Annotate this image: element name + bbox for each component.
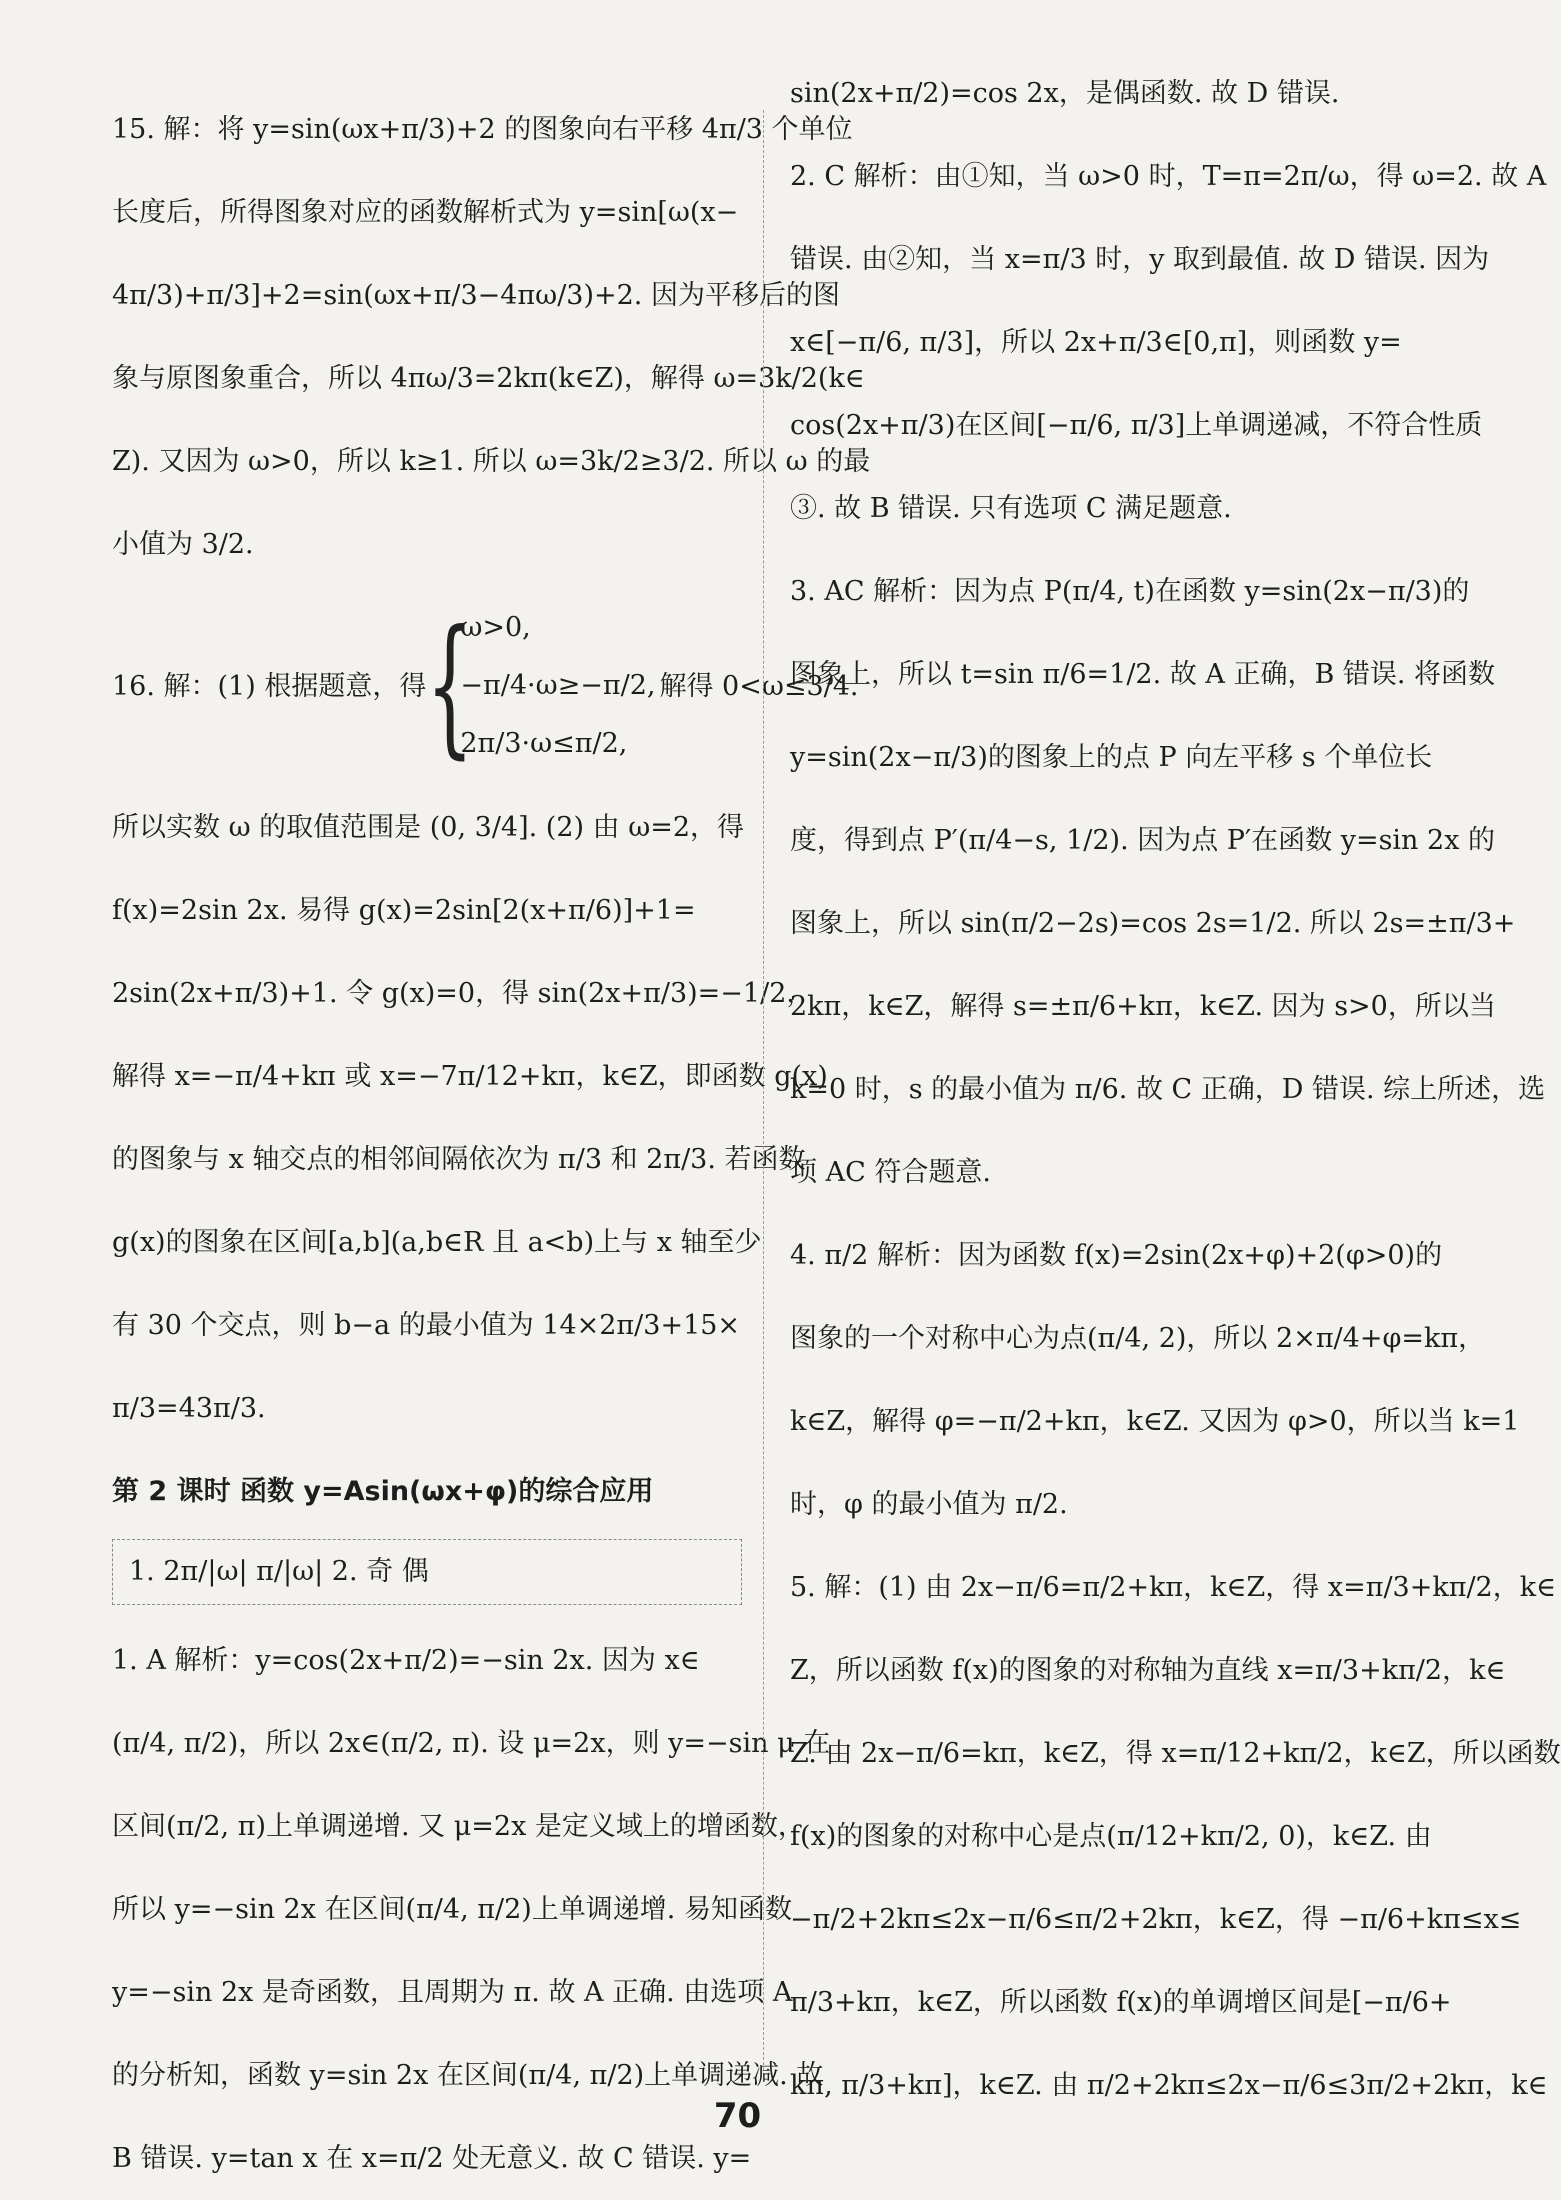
text-line: 错误. 由②知，当 x=π/3 时，y 取到最值. 故 D 错误. 因为 [790,244,1490,275]
equation-system [460,599,655,773]
page-number: 70 [713,2096,762,2136]
text-line: (π/4, π/2)，所以 2x∈(π/2, π). 设 μ=2x，则 y=−sin μ 在 [112,1728,831,1759]
text-line: sin(2x+π/2)=cos 2x，是偶函数. 故 D 错误. [790,78,1340,109]
text-line: 时，φ 的最小值为 π/2. [790,1489,1068,1520]
text-line: 3. AC 解析：因为点 P(π/4, t)在函数 y=sin(2x−π/3)的 [790,576,1470,607]
q16-lead: 16. 解：(1) 根据题意，得 [112,670,427,702]
text-line: g(x)的图象在区间[a,b](a,b∈R 且 a<b)上与 x 轴至少 [112,1227,762,1258]
text-line: 象与原图象重合，所以 4πω/3=2kπ(k∈Z)，解得 ω=3k/2(k∈ [112,363,865,394]
text-line: 4. π/2 解析：因为函数 f(x)=2sin(2x+φ)+2(φ>0)的 [790,1240,1443,1271]
q16-tail: 解得 0<ω≤3/4. [659,670,859,702]
system-line: 2π/3·ω≤π/2, [460,728,628,759]
text-line: f(x)的图象的对称中心是点(π/12+kπ/2, 0)，k∈Z. 由 [790,1821,1432,1852]
text-line: 2. C 解析：由①知，当 ω>0 时，T=π=2π/ω，得 ω=2. 故 A [790,161,1547,192]
text-line: 图象上，所以 t=sin π/6=1/2. 故 A 正确，B 错误. 将函数 [790,659,1496,690]
system-line: ω>0, [460,612,531,643]
text-line: 所以 y=−sin 2x 在区间(π/4, π/2)上单调递增. 易知函数 [112,1894,792,1925]
text-line: 的图象与 x 轴交点的相邻间隔依次为 π/3 和 2π/3. 若函数 [112,1144,806,1175]
lesson-title: 第 2 课时 函数 y=Asin(ωx+φ)的综合应用 [112,1476,654,1507]
text-line: π/3=43π/3. [112,1393,266,1424]
text-line: 4π/3)+π/3]+2=sin(ωx+π/3−4πω/3)+2. 因为平移后的图 [112,280,840,311]
text-line: π/3+kπ，k∈Z，所以函数 f(x)的单调增区间是[−π/6+ [790,1987,1452,2018]
text-line: 图象的一个对称中心为点(π/4, 2)，所以 2×π/4+φ=kπ， [790,1323,1486,1354]
text-line: −π/2+2kπ≤2x−π/6≤π/2+2kπ，k∈Z，得 −π/6+kπ≤x≤ [790,1904,1522,1935]
text-line: y=sin(2x−π/3)的图象上的点 P 向左平移 s 个单位长 [790,742,1433,773]
text-line: x∈[−π/6, π/3]，所以 2x+π/3∈[0,π]，则函数 y= [790,327,1402,358]
text-line: 度，得到点 P′(π/4−s, 1/2). 因为点 P′在函数 y=sin 2x 的 [790,825,1496,856]
text-line: Z，所以函数 f(x)的图象的对称轴为直线 x=π/3+kπ/2，k∈ [790,1655,1506,1686]
text-line: 区间(π/2, π)上单调递增. 又 μ=2x 是定义域上的增函数， [112,1811,805,1842]
text-line: B 错误. y=tan x 在 x=π/2 处无意义. 故 C 错误. y= [112,2143,752,2174]
text-line: y=−sin 2x 是奇函数，且周期为 π. 故 A 正确. 由选项 A [112,1977,793,2008]
text-line: 1. A 解析：y=cos(2x+π/2)=−sin 2x. 因为 x∈ [112,1645,700,1676]
text-line: 所以实数 ω 的取值范围是 (0, 3/4]. (2) 由 ω=2，得 [112,812,745,843]
brace-symbol: { [426,599,475,773]
text-line: 图象上，所以 sin(π/2−2s)=cos 2s=1/2. 所以 2s=±π/3+ [790,908,1516,939]
left-column [112,88,871,2200]
text-line: 长度后，所得图象对应的函数解析式为 y=sin[ω(x− [112,197,739,228]
text-line: 项 AC 符合题意. [790,1157,991,1188]
q16-system-block [112,586,859,786]
system-line: −π/4·ω≥−π/2, [460,670,656,701]
text-line: 5. 解：(1) 由 2x−π/6=π/2+kπ，k∈Z，得 x=π/3+kπ/2，k∈ [790,1572,1557,1603]
text-line: cos(2x+π/3)在区间[−π/6, π/3]上单调递减，不符合性质 [790,410,1483,441]
text-line: ③. 故 B 错误. 只有选项 C 满足题意. [790,493,1232,524]
text-line: kπ, π/3+kπ]，k∈Z. 由 π/2+2kπ≤2x−π/6≤3π/2+2kπ，k∈ [790,2070,1548,2101]
text-line: 小值为 3/2. [112,529,254,560]
column-divider [763,110,764,2070]
text-line: k=0 时，s 的最小值为 π/6. 故 C 正确，D 错误. 综上所述，选 [790,1074,1546,1105]
fill-in-answer-box: 1. 2π/|ω| π/|ω| 2. 奇 偶 [112,1539,742,1605]
text-line: 解得 x=−π/4+kπ 或 x=−7π/12+kπ，k∈Z，即函数 g(x) [112,1061,828,1092]
right-column [790,52,1561,2127]
text-line: 2kπ，k∈Z，解得 s=±π/6+kπ，k∈Z. 因为 s>0，所以当 [790,991,1496,1022]
text-line: 的分析知，函数 y=sin 2x 在区间(π/4, π/2)上单调递减. 故 [112,2060,824,2091]
text-line: 15. 解：将 y=sin(ωx+π/3)+2 的图象向右平移 4π/3 个单位 [112,114,853,145]
text-line: 有 30 个交点，则 b−a 的最小值为 14×2π/3+15× [112,1310,741,1341]
text-line: Z). 又因为 ω>0，所以 k≥1. 所以 ω=3k/2≥3/2. 所以 ω 的最 [112,446,871,477]
text-line: f(x)=2sin 2x. 易得 g(x)=2sin[2(x+π/6)]+1= [112,895,696,926]
text-line: 2sin(2x+π/3)+1. 令 g(x)=0，得 sin(2x+π/3)=−1/2， [112,978,814,1009]
text-line: Z. 由 2x−π/6=kπ，k∈Z，得 x=π/12+kπ/2，k∈Z，所以函数 [790,1738,1561,1769]
text-line: k∈Z，解得 φ=−π/2+kπ，k∈Z. 又因为 φ>0，所以当 k=1 [790,1406,1520,1437]
